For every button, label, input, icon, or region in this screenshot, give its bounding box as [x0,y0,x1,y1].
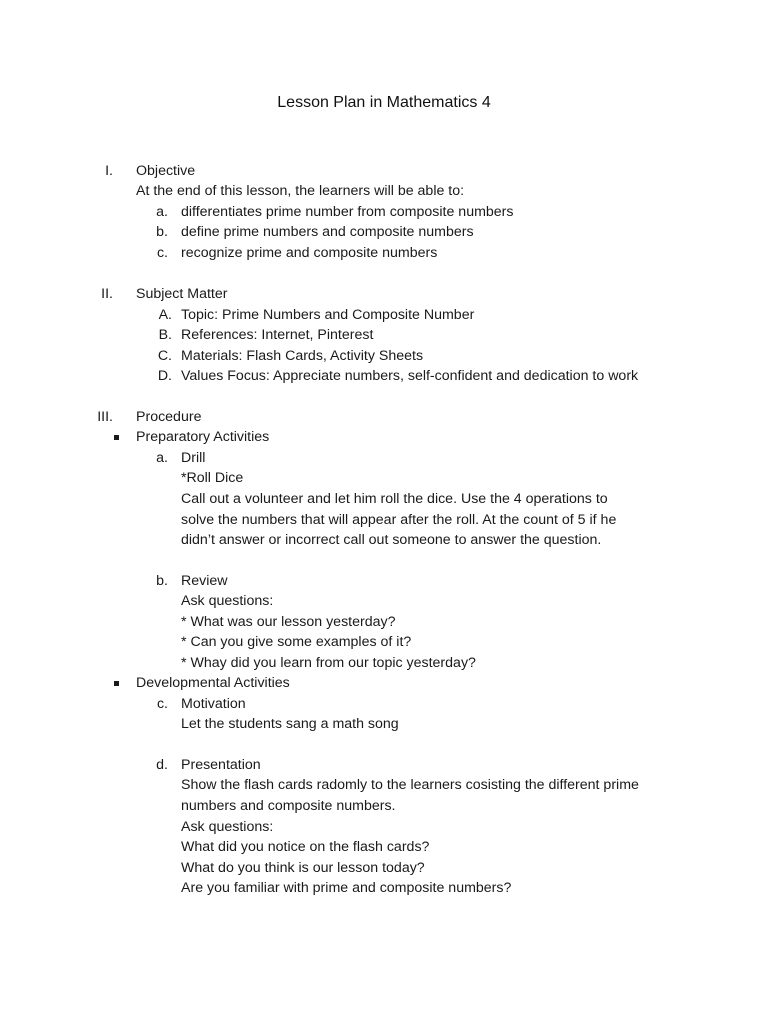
activity-text: Show the flash cards radomly to the learners cosisting the different prime [181,777,639,793]
subject-item: References: Internet, Pinterest [181,327,374,343]
procedure-group-heading: Preparatory Activities [136,429,270,445]
activity-text: didn’t answer or incorrect call out someone to answer the question. [181,532,602,548]
subject-item: Materials: Flash Cards, Activity Sheets [181,348,424,364]
list-marker: c. [156,696,168,712]
activity-text: numbers and composite numbers. [181,798,396,814]
activity-text: Ask questions: [181,819,274,835]
objective-intro: At the end of this lesson, the learners will be able to: [136,183,465,199]
section-heading-objective: Objective [136,163,196,179]
activity-text: * What was our lesson yesterday? [181,614,396,630]
bullet-icon [114,435,119,440]
activity-text: * Whay did you learn from our topic yesterday? [181,655,476,671]
procedure-group-heading: Developmental Activities [136,675,290,691]
activity-text: *Roll Dice [181,470,244,486]
activity-text: What did you notice on the flash cards? [181,839,430,855]
list-marker: b. [156,224,168,240]
section-numeral: III. [97,409,113,425]
activity-text: * Can you give some examples of it? [181,634,412,650]
activity-text: solve the numbers that will appear after the roll. At the count of 5 if he [181,512,617,528]
bullet-icon [114,681,119,686]
objective-item: differentiates prime number from composite numbers [181,204,514,220]
list-marker: D. [157,368,172,384]
list-marker: C. [157,348,172,364]
activity-title-drill: Drill [181,450,206,466]
subject-item: Values Focus: Appreciate numbers, self-confident and dedication to work [181,368,639,384]
list-marker: b. [156,573,168,589]
document-title: Lesson Plan in Mathematics 4 [277,94,491,111]
section-numeral: II. [101,286,113,302]
subject-item: Topic: Prime Numbers and Composite Number [181,307,475,323]
list-marker: a. [156,204,168,220]
section-heading-procedure: Procedure [136,409,202,425]
activity-title-presentation: Presentation [181,757,261,773]
list-marker: c. [156,245,168,261]
list-marker: B. [158,327,172,343]
activity-text: What do you think is our lesson today? [181,860,425,876]
section-numeral: I. [105,163,113,179]
list-marker: a. [156,450,168,466]
list-marker: A. [158,307,172,323]
activity-text: Are you familiar with prime and composite numbers? [181,880,512,896]
section-heading-subject-matter: Subject Matter [136,286,228,302]
list-marker: d. [156,757,168,773]
activity-title-review: Review [181,573,228,589]
activity-text: Let the students sang a math song [181,716,399,732]
activity-text: Call out a volunteer and let him roll the dice. Use the 4 operations to [181,491,608,507]
objective-item: recognize prime and composite numbers [181,245,438,261]
activity-text: Ask questions: [181,593,274,609]
objective-item: define prime numbers and composite numbers [181,224,474,240]
activity-title-motivation: Motivation [181,696,246,712]
